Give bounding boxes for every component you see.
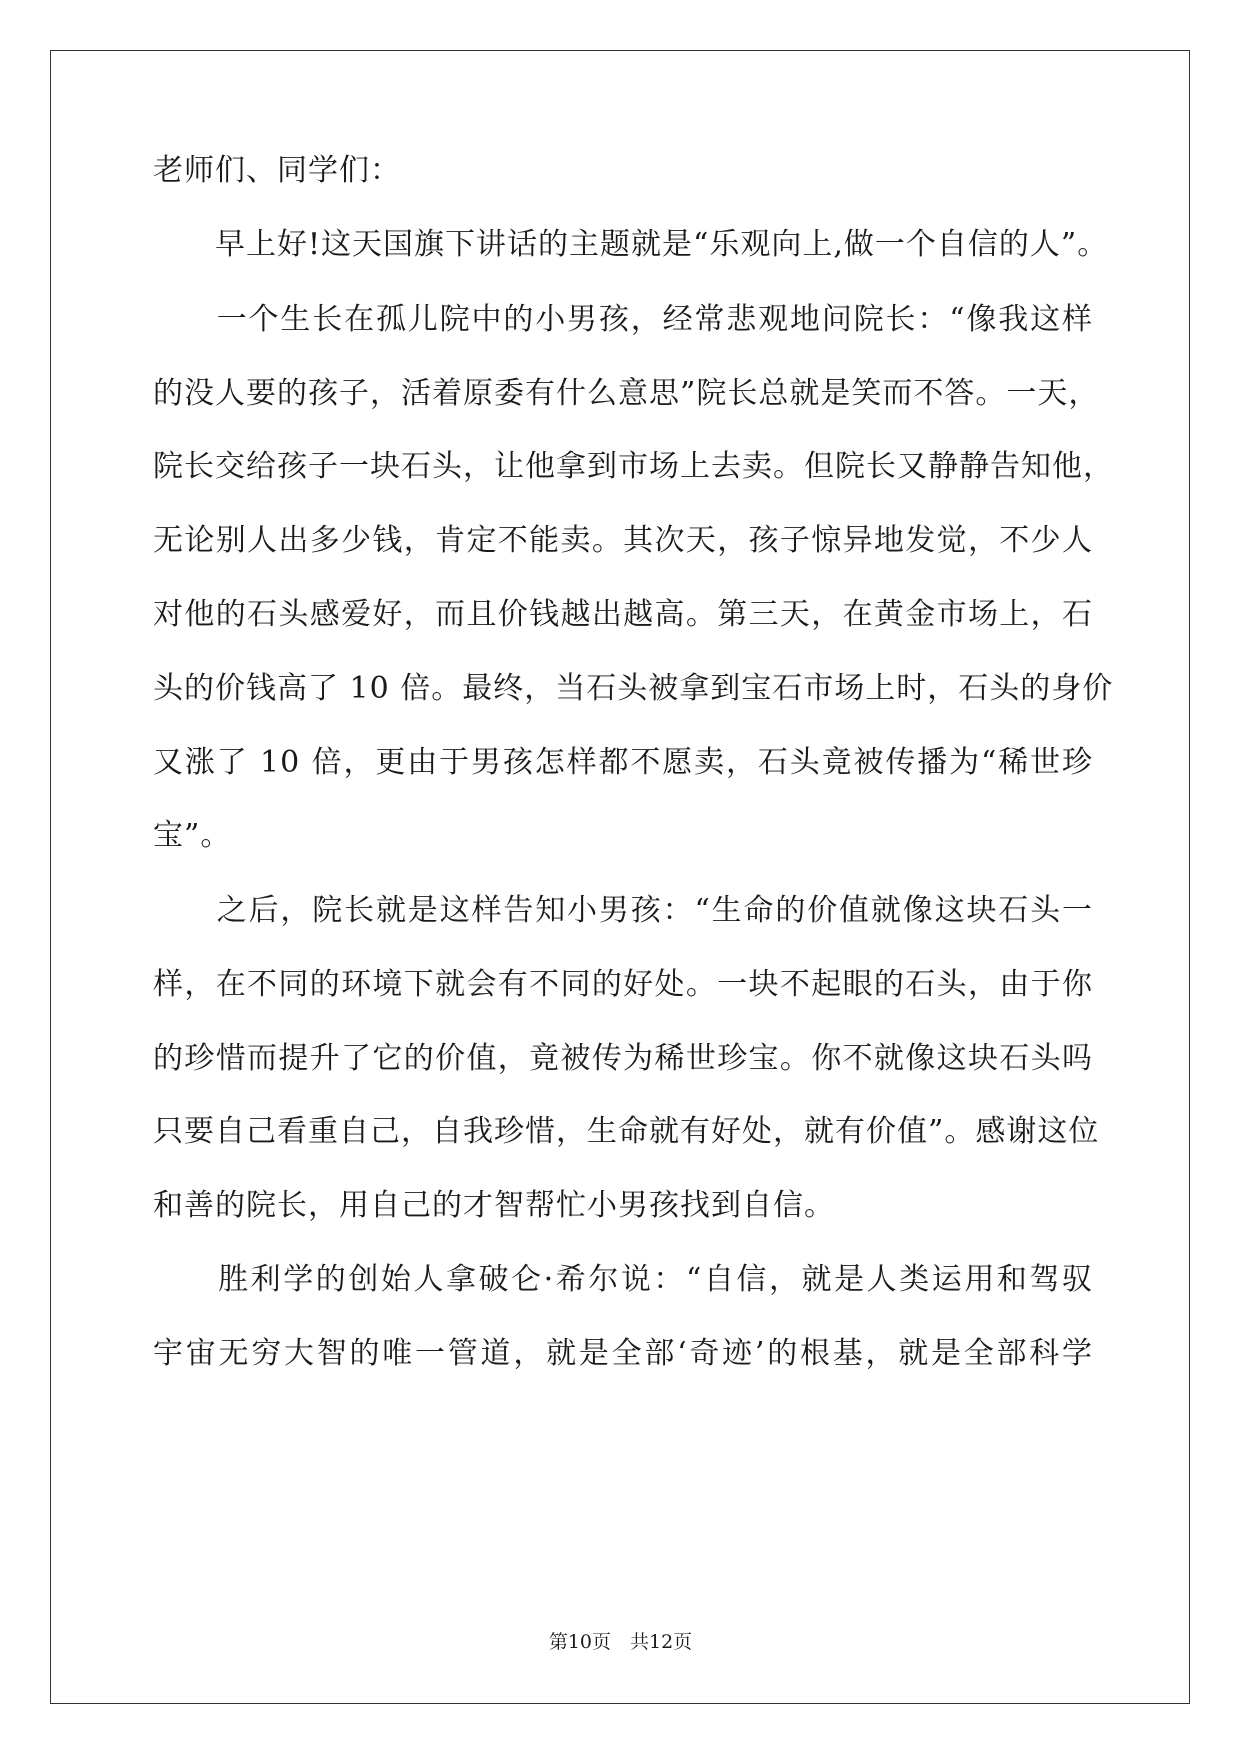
text-line-16: 胜利学的创始人拿破仑·希尔说：“自信，就是人类运用和驾驭 xyxy=(153,1262,1093,1297)
text-line-8: 头的价钱高了 10 倍。最终，当石头被拿到宝石市场上时，石头的身价 xyxy=(153,671,1114,706)
text-line-7: 对他的石头感爱好，而且价钱越出越高。第三天，在黄金市场上，石 xyxy=(153,597,1093,632)
text-line-15: 和善的院长，用自己的才智帮忙小男孩找到自信。 xyxy=(153,1188,835,1223)
text-line-10: 宝”。 xyxy=(153,818,232,853)
text-line-9: 又涨了 10 倍，更由于男孩怎样都不愿卖，石头竟被传播为“稀世珍 xyxy=(153,745,1093,780)
page-border xyxy=(50,50,1190,1704)
text-line-4: 的没人要的孩子，活着原委有什么意思”院长总就是笑而不答。一天， xyxy=(153,376,1100,411)
text-line-3: 一个生长在孤儿院中的小男孩，经常悲观地问院长：“像我这样 xyxy=(153,302,1093,337)
text-line-13: 的珍惜而提升了它的价值，竟被传为稀世珍宝。你不就像这块石头吗 xyxy=(153,1041,1093,1076)
text-line-11: 之后，院长就是这样告知小男孩：“生命的价值就像这块石头一 xyxy=(153,893,1093,928)
text-line-5: 院长交给孩子一块石头，让他拿到市场上去卖。但院长又静静告知他， xyxy=(153,449,1114,484)
text-line-14: 只要自己看重自己，自我珍惜，生命就有好处，就有价值”。感谢这位 xyxy=(153,1114,1100,1149)
page-number-footer: 第10页 共12页 xyxy=(548,1631,693,1653)
text-line-12: 样，在不同的环境下就会有不同的好处。一块不起眼的石头，由于你 xyxy=(153,967,1093,1002)
text-line-2: 早上好!这天国旗下讲话的主题就是“乐观向上,做一个自信的人”。 xyxy=(153,227,1109,262)
text-line-6: 无论别人出多少钱，肯定不能卖。其次天，孩子惊异地发觉，不少人 xyxy=(153,523,1093,558)
text-line-17: 宇宙无穷大智的唯一管道，就是全部‘奇迹’的根基，就是全部科学 xyxy=(153,1336,1093,1371)
text-line-1: 老师们、同学们： xyxy=(153,153,401,188)
